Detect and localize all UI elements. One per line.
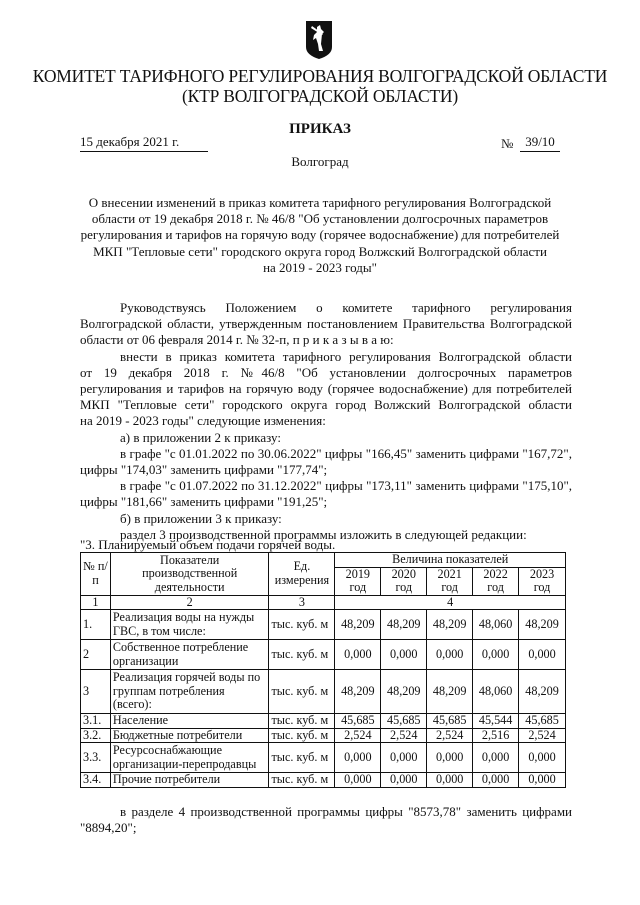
row-value: 2,516 [473, 728, 519, 743]
row-value: 0,000 [381, 640, 427, 670]
body-line: б) в приложении 3 к приказу: [120, 510, 282, 526]
row-num: 1. [81, 610, 111, 640]
row-value: 48,209 [519, 670, 566, 714]
doc-subject [70, 195, 570, 276]
row-value: 0,000 [519, 773, 566, 788]
index-cell: 4 [335, 595, 566, 610]
row-value: 0,000 [427, 743, 473, 773]
body-line: цифры "181,66" заменить цифрами "191,25"; [80, 494, 328, 510]
body-line: в графе "с 01.07.2022 по 31.12.2022" цифры "173,11" заменить цифрами "175,10", [120, 478, 572, 494]
body-line: внести в приказ комитета тарифного регулирования Волгоградской области [120, 348, 572, 364]
row-value: 48,060 [473, 670, 519, 714]
body-line: Волгоградской области, утвержденным постановлением Правительства Волгоградской [80, 316, 572, 332]
index-cell: 2 [110, 595, 269, 610]
row-value: 2,524 [335, 728, 381, 743]
row-name: Бюджетные потребители [110, 728, 269, 743]
row-value: 0,000 [473, 773, 519, 788]
org-name: КОМИТЕТ ТАРИФНОГО РЕГУЛИРОВАНИЯ ВОЛГОГРАДСКОЙ ОБЛАСТИ [32, 66, 608, 86]
row-value: 48,209 [519, 610, 566, 640]
row-value: 0,000 [335, 743, 381, 773]
body-line: регулирования и тарифов на горячую воду (горячее водоснабжение) для потребителей [80, 381, 572, 397]
doc-number-label: № [501, 136, 514, 151]
row-value: 45,544 [473, 714, 519, 729]
table-row [81, 773, 566, 788]
coat-of-arms-emblem [305, 20, 333, 60]
row-unit: тыс. куб. м [269, 728, 335, 743]
row-name: Реализация воды на нужды ГВС, в том числе: [110, 610, 269, 640]
subject-line: на 2019 - 2023 годы" [263, 259, 377, 275]
index-cell: 1 [81, 595, 111, 610]
row-value: 45,685 [381, 714, 427, 729]
row-name: Ресурсоснабжающие организации-перепродавцы [110, 743, 269, 773]
row-name: Реализация горячей воды по группам потребления (всего): [110, 670, 269, 714]
row-value: 0,000 [381, 743, 427, 773]
row-value: 0,000 [335, 640, 381, 670]
row-value: 0,000 [381, 773, 427, 788]
table-row [81, 714, 566, 729]
row-value: 48,209 [335, 610, 381, 640]
row-unit: тыс. куб. м [269, 670, 335, 714]
row-value: 48,209 [427, 610, 473, 640]
row-value: 0,000 [427, 773, 473, 788]
hot-water-supply-table [80, 552, 566, 788]
body-line: МКП "Тепловые сети" городского округа город Волжский Волгоградской области [80, 397, 572, 413]
row-value: 0,000 [335, 773, 381, 788]
row-value: 0,000 [519, 743, 566, 773]
index-cell: 3 [269, 595, 335, 610]
doc-tail [80, 804, 572, 836]
body-line: Руководствуясь Положением о комитете тарифного регулирования [120, 300, 572, 315]
row-value: 2,524 [381, 728, 427, 743]
body-line: на 2019 - 2023 годы" следующие изменения: [80, 413, 326, 429]
row-unit: тыс. куб. м [269, 714, 335, 729]
row-num: 3.3. [81, 743, 111, 773]
subject-line: области от 19 декабря 2018 г. № 46/8 "Об установлении долгосрочных параметров [91, 211, 549, 227]
header-indicator: Показатели производственной деятельности [110, 553, 269, 596]
row-value: 0,000 [473, 640, 519, 670]
row-value: 45,685 [519, 714, 566, 729]
row-value: 0,000 [427, 640, 473, 670]
row-name: Прочие потребители [110, 773, 269, 788]
table-row [81, 670, 566, 714]
doc-city: Волгоград [291, 154, 349, 169]
header-year: 2020 год [381, 567, 427, 595]
doc-type-title: ПРИКАЗ [289, 121, 351, 137]
row-num: 3.4. [81, 773, 111, 788]
org-abbrev: (КТР ВОЛГОГРАДСКОЙ ОБЛАСТИ) [182, 86, 458, 106]
body-line: раздел 3 производственной программы изложить в следующей редакции: [120, 526, 527, 542]
row-value: 45,685 [427, 714, 473, 729]
row-value: 0,000 [473, 743, 519, 773]
header-year: 2021 год [427, 567, 473, 595]
row-value: 2,524 [427, 728, 473, 743]
row-value: 48,209 [335, 670, 381, 714]
header-year: 2023 год [519, 567, 566, 595]
doc-date: 15 декабря 2021 г. [80, 134, 208, 152]
table-row [81, 728, 566, 743]
row-unit: тыс. куб. м [269, 773, 335, 788]
row-num: 2 [81, 640, 111, 670]
table-caption: "3. Планируемый объем подачи горячей воды. [80, 537, 336, 552]
header-values-group: Величина показателей [335, 553, 566, 568]
row-value: 48,209 [381, 670, 427, 714]
row-value: 48,209 [427, 670, 473, 714]
body-line: области от 06 февраля 2014 г. № 32-п, п р и к а з ы в а ю: [80, 332, 394, 348]
row-unit: тыс. куб. м [269, 743, 335, 773]
row-num: 3.2. [81, 728, 111, 743]
body-line: цифры "174,03" заменить цифрами "177,74"; [80, 462, 328, 478]
row-name: Собственное потребление организации [110, 640, 269, 670]
subject-line: О внесении изменений в приказ комитета тарифного регулирования Волгоградской [88, 195, 552, 210]
table-row [81, 640, 566, 670]
header-unit: Ед. измерения [269, 553, 335, 596]
row-value: 0,000 [519, 640, 566, 670]
subject-line: МКП "Тепловые сети" городского округа город Волжский Волгоградской области [93, 243, 547, 259]
header-year: 2022 год [473, 567, 519, 595]
row-unit: тыс. куб. м [269, 640, 335, 670]
row-value: 45,685 [335, 714, 381, 729]
doc-body [80, 300, 572, 543]
body-line: от 19 декабря 2018 г. №46/8 "Об установлении долгосрочных параметров [80, 364, 572, 380]
table-index-row [81, 595, 566, 610]
header-num: № п/п [81, 553, 111, 596]
row-value: 48,209 [381, 610, 427, 640]
row-value: 48,060 [473, 610, 519, 640]
row-num: 3 [81, 670, 111, 714]
body-line: в графе "с 01.01.2022 по 30.06.2022" цифры "166,45" заменить цифрами "167,72", [120, 445, 572, 461]
body-line: а) в приложении 2 к приказу: [120, 429, 281, 445]
tail-line: в разделе 4 производственной программы цифры "8573,78" заменить цифрами [120, 804, 572, 819]
row-num: 3.1. [81, 714, 111, 729]
row-unit: тыс. куб. м [269, 610, 335, 640]
doc-number: 39/10 [520, 134, 560, 152]
row-name: Население [110, 714, 269, 729]
subject-line: регулирования и тарифов на горячую воду (горячее водоснабжение) для потребителей [80, 227, 560, 243]
header-year: 2019 год [335, 567, 381, 595]
table-row [81, 743, 566, 773]
table-row [81, 610, 566, 640]
row-value: 2,524 [519, 728, 566, 743]
tail-line: "8894,20"; [80, 820, 137, 836]
